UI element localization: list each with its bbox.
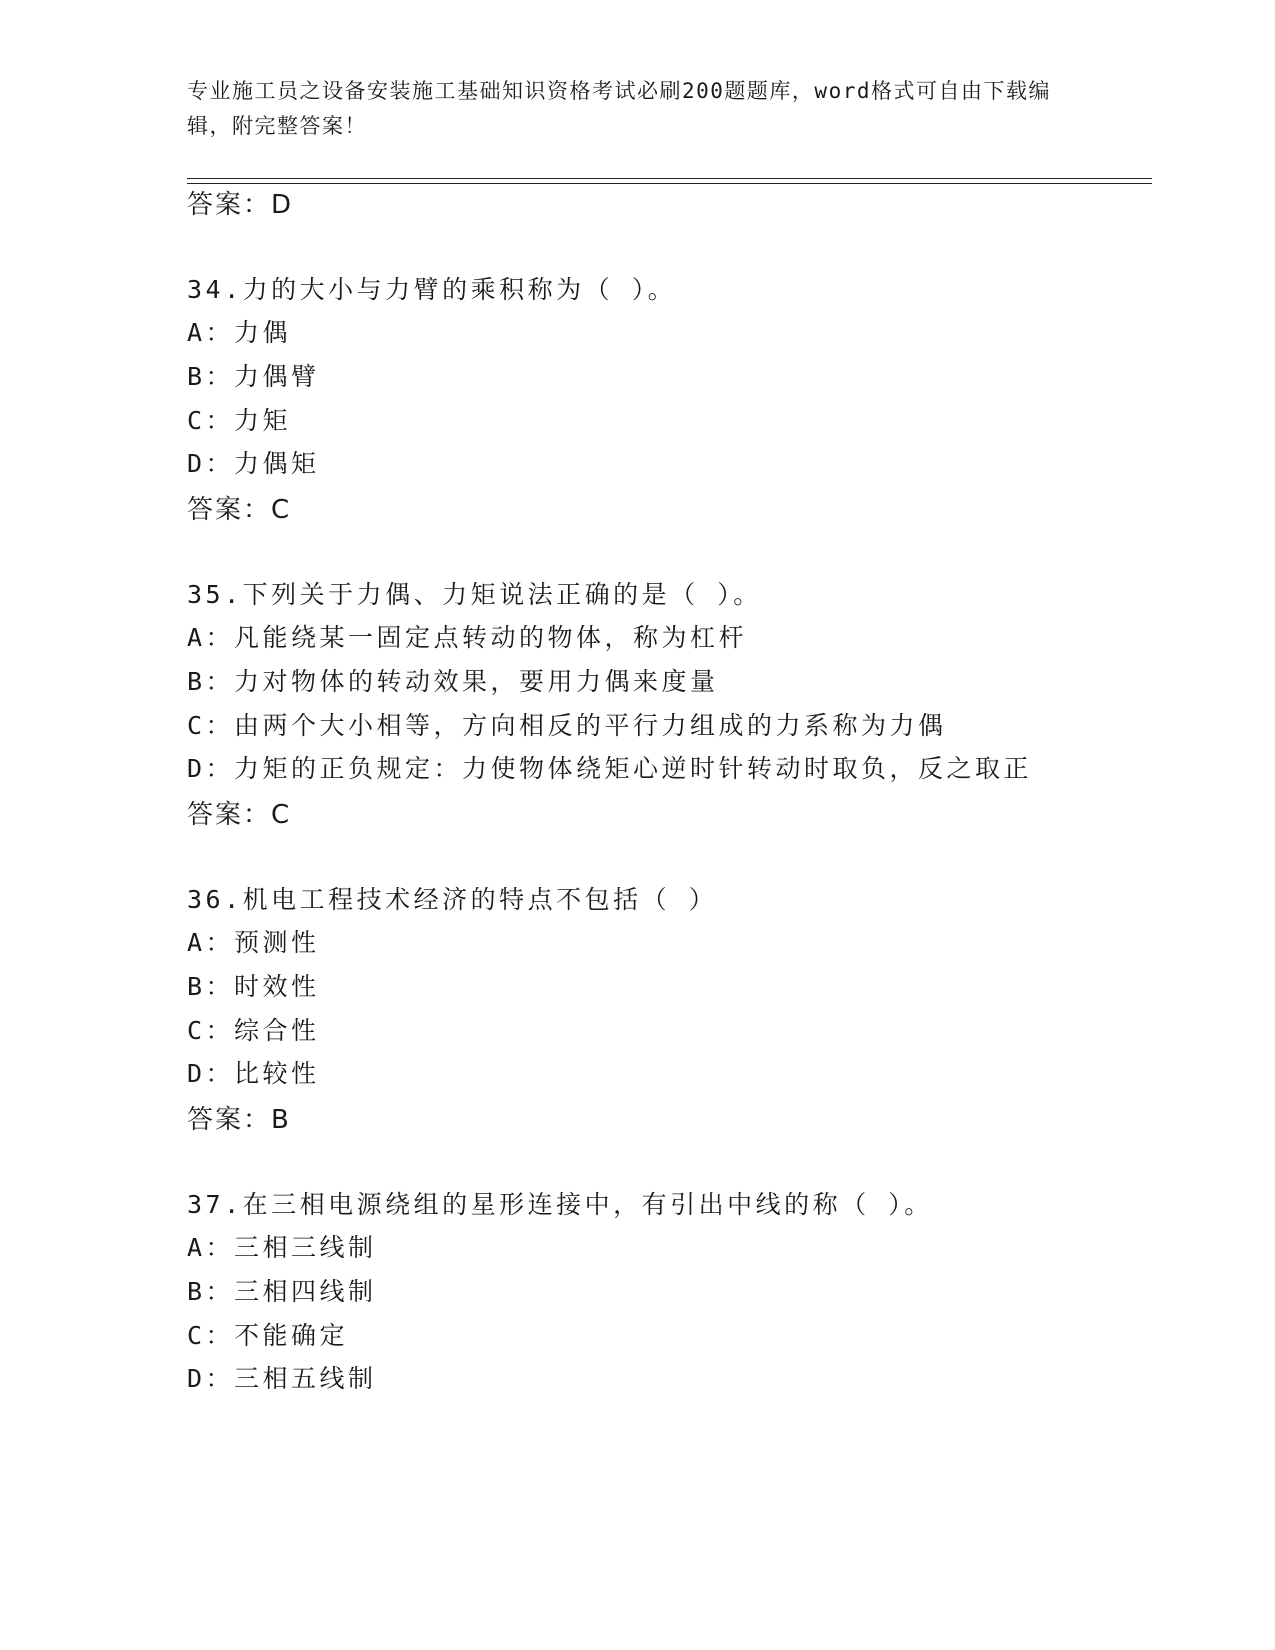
question-34-answer: 答案：C [187,495,292,525]
question-34-option-c: C：力矩 [187,406,292,435]
question-36-option-c: C：综合性 [187,1016,320,1045]
answer-previous: 答案：D [187,190,294,220]
question-35-option-a: A：凡能绕某一固定点转动的物体，称为杠杆 [187,623,748,652]
question-37-stem: 37.在三相电源绕组的星形连接中，有引出中线的称（ ）。 [187,1190,933,1219]
question-35-stem: 35.下列关于力偶、力矩说法正确的是（ ）。 [187,580,762,609]
question-36-option-a: A：预测性 [187,928,320,957]
question-35-answer: 答案：C [187,800,292,830]
document-header: 专业施工员之设备安装施工基础知识资格考试必刷200题题库，word格式可自由下载编辑，附完整答案！ [187,79,1051,138]
question-34-option-a: A：力偶 [187,318,292,347]
question-34-stem: 34.力的大小与力臂的乘积称为（ ）。 [187,275,677,304]
question-36-option-d: D：比较性 [187,1059,320,1088]
question-37-option-a: A：三相三线制 [187,1233,377,1262]
question-36-answer: 答案：B [187,1105,291,1135]
question-34-option-b: B：力偶臂 [187,362,320,391]
header-divider-top [187,178,1152,179]
header-divider-bottom [187,183,1152,184]
question-35-option-c: C：由两个大小相等，方向相反的平行力组成的力系称为力偶 [187,711,947,740]
question-37-option-d: D：三相五线制 [187,1364,377,1393]
question-36-option-b: B：时效性 [187,972,320,1001]
question-37-option-b: B：三相四线制 [187,1277,377,1306]
question-36-stem: 36.机电工程技术经济的特点不包括（ ） [187,885,718,914]
question-35-option-b: B：力对物体的转动效果，要用力偶来度量 [187,667,719,696]
question-37-option-c: C：不能确定 [187,1321,349,1350]
question-34-option-d: D：力偶矩 [187,449,320,478]
question-35-option-d: D：力矩的正负规定：力使物体绕矩心逆时针转动时取负，反之取正 [187,754,1033,783]
